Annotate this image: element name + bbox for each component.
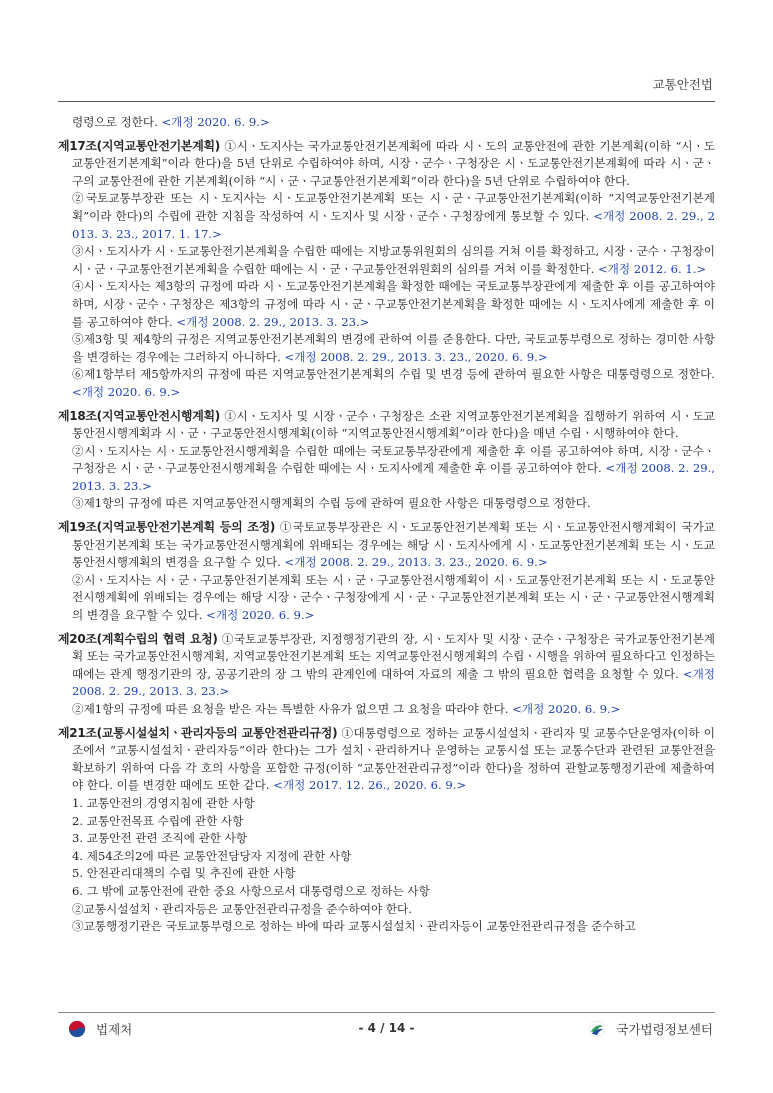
- page-number: - 4 / 14 -: [358, 1021, 415, 1035]
- articles-list: [58, 138, 715, 936]
- article-title: 제17조(지역교통안전기본계획): [58, 138, 220, 153]
- article-paragraph: [58, 190, 715, 243]
- amendment-note: <개정 2008. 2. 29., 2013. 3. 23., 2017. 1. 17.>: [72, 208, 716, 241]
- paragraph-text: ①국토교통부장관은 시ㆍ도교통안전기본계획 또는 시ㆍ도교통안전시행계획이 국가교통안전기본계획 또는 국가교통안전시행계획에 위배되는 경우에는 해당 시ㆍ도지사에게 시ㆍ도교통안전기본계획 또는 시ㆍ도교통안전시행계획의 변경을 요구할 수 있다.: [72, 520, 715, 570]
- article: [58, 138, 715, 402]
- footer-right: [588, 1020, 713, 1038]
- amendment-note: <개정 2012. 6. 1.>: [597, 261, 707, 276]
- paragraph-text: 5. 안전관리대책의 수립 및 추진에 관한 사항: [72, 866, 296, 881]
- paragraph-text: 6. 그 밖에 교통안전에 관한 중요 사항으로서 대통령령으로 정하는 사항: [72, 883, 430, 898]
- article-paragraph: [58, 278, 715, 331]
- paragraph-text: ②시ㆍ도지사는 시ㆍ군ㆍ구교통안전기본계획 또는 시ㆍ군ㆍ구교통안전시행계획이 시ㆍ도교통안전기본계획 또는 시ㆍ도교통안전시행계획에 위배되는 경우에는 해당 시장ㆍ군수ㆍ구청장에게 시ㆍ군ㆍ구교통안전기본계획 또는 시ㆍ군ㆍ구교통안전시행계획의 변경을 요구할 수 있다.: [72, 572, 715, 623]
- article-first-paragraph: [58, 408, 715, 443]
- page-footer: [58, 1018, 715, 1042]
- amendment-note: <개정 2020. 6. 9.>: [512, 702, 621, 716]
- article-first-paragraph: [58, 138, 715, 191]
- article: [58, 519, 715, 625]
- article-paragraph: [58, 572, 715, 625]
- intro-line: 령령으로 정한다. <개정 2020. 6. 9.>: [72, 115, 270, 129]
- article-title: 제18조(지역교통안전시행계획): [58, 408, 220, 423]
- article-first-paragraph: [58, 631, 715, 701]
- amendment-note: <개정 2020. 6. 9.>: [161, 115, 270, 129]
- paragraph-text: 3. 교통안전 관련 조직에 관한 사항: [72, 831, 248, 846]
- article-paragraph: [58, 848, 715, 866]
- article-paragraph: [58, 865, 715, 883]
- amendment-note: <개정 2008. 2. 29., 2013. 3. 23., 2020. 6. 9.>: [284, 555, 548, 570]
- paragraph-text: ③시ㆍ도지사가 시ㆍ도교통안전기본계획을 수립한 때에는 지방교통위원회의 심의를 거쳐 이를 확정하고, 시장ㆍ군수ㆍ구청장이 시ㆍ군ㆍ구교통안전기본계획을 수립한 때에는 시ㆍ군ㆍ구교통안전위원회의 심의를 거쳐 이를 확정한다.: [72, 244, 715, 276]
- footer-right-label: 국가법령정보센터: [616, 1022, 713, 1037]
- article-paragraph: [58, 243, 715, 278]
- paragraph-text: ⑤제3항 및 제4항의 규정은 지역교통안전기본계획의 변경에 관하여 이를 준용한다. 다만, 국토교통부령으로 정하는 경미한 사항을 변경하는 경우에는 그러하지 아니하다.: [72, 332, 715, 364]
- footer-rule: [58, 1012, 715, 1013]
- article: [58, 631, 715, 719]
- article-paragraph: [58, 883, 715, 901]
- paragraph-text: ④시ㆍ도지사는 제3항의 규정에 따라 시ㆍ도교통안전기본계획을 확정한 때에는 국토교통부장관에게 제출한 후 이를 공고하여야 하며, 시장ㆍ군수ㆍ구청장은 제3항의 규정에 따라 시ㆍ군ㆍ구교통안전기본계획을 확정한 때에는 시ㆍ도지사에게 제출한 후 이를 공고하여야 한다.: [72, 279, 715, 329]
- article-paragraph: [58, 331, 715, 366]
- law-center-logo-icon: [588, 1020, 606, 1038]
- article-title: 제19조(지역교통안전기본계획 등의 조정): [58, 520, 276, 535]
- article-paragraph: [58, 443, 715, 496]
- paragraph-text: ②국토교통부장관 또는 시ㆍ도지사는 시ㆍ도교통안전기본계획 또는 시ㆍ군ㆍ구교통안전기본계획(이하 “지역교통안전기본계획”이라 한다)의 수립에 관한 지침을 작성하여 시ㆍ도지사 및 시장ㆍ군수ㆍ구청장에게 통보할 수 있다.: [72, 191, 715, 223]
- article: [58, 408, 715, 514]
- paragraph-text: ①시ㆍ도지사 및 시장ㆍ군수ㆍ구청장은 소관 지역교통안전기본계획을 집행하기 위하여 시ㆍ도교통안전시행계획과 시ㆍ군ㆍ구교통안전시행계획(이하 “지역교통안전시행계획”이라 한다)을 매년 수립ㆍ시행하여야 한다.: [72, 408, 715, 441]
- article-paragraph: [58, 813, 715, 831]
- article-title: 제20조(계획수립의 협력 요청): [58, 631, 218, 646]
- article: [58, 725, 715, 936]
- amendment-note: <개정 2017. 12. 26., 2020. 6. 9.>: [273, 778, 467, 793]
- amendment-note: <개정 2008. 2. 29., 2013. 3. 23.>: [72, 666, 715, 699]
- article-paragraph: [58, 495, 715, 513]
- paragraph-text: ⑥제1항부터 제5항까지의 규정에 따른 지역교통안전기본계획의 수립 및 변경 등에 관하여 필요한 사항은 대통령령으로 정한다.: [72, 367, 715, 382]
- footer-left-label: 법제처: [96, 1022, 133, 1037]
- article-title: 제21조(교통시설설치ㆍ관리자등의 교통안전관리규정): [58, 725, 338, 740]
- paragraph-text: ③교통행정기관은 국토교통부령으로 정하는 바에 따라 교통시설설치ㆍ관리자등이 교통안전관리규정을 준수하고: [72, 919, 636, 934]
- article-paragraph: [58, 830, 715, 848]
- header-rule: [58, 101, 715, 102]
- paragraph-text: ①대통령령으로 정하는 교통시설설치ㆍ관리자 및 교통수단운영자(이하 이 조에서 “교통시설설치ㆍ관리자등”이라 한다)는 그가 설치ㆍ관리하거나 운영하는 교통시설 또는 교통수단과 관련된 교통안전을 확보하기 위하여 다음 각 호의 사항을 포함한 규정(이하 “교통안전관리규정”이라 한다)을 정하여 관할교통행정기관에 제출하여야 한다. 이를 변경한 때에도 또한 같다.: [72, 725, 715, 793]
- paragraph-text: 2. 교통안전목표 수립에 관한 사항: [72, 813, 244, 828]
- paragraph-text: ①시ㆍ도지사는 국가교통안전기본계획에 따라 시ㆍ도의 교통안전에 관한 기본계획(이하 “시ㆍ도교통안전기본계획”이라 한다)을 5년 단위로 수립하여야 하며, 시장ㆍ군수ㆍ구청장은 시ㆍ도교통안전기본계획에 따라 시ㆍ군ㆍ구의 교통안전에 관한 기본계획(이하 “시ㆍ군ㆍ구교통안전기본계획”이라 한다)을 5년 단위로 수립하여야 한다.: [72, 138, 715, 188]
- amendment-note: <개정 2008. 2. 29., 2013. 3. 23.>: [72, 461, 715, 493]
- page-header-title: 교통안전법: [652, 77, 713, 92]
- paragraph-text: ③제1항의 규정에 따른 지역교통안전시행계획의 수립 등에 관하여 필요한 사항은 대통령령으로 정한다.: [72, 496, 591, 511]
- article-paragraph: [58, 366, 715, 401]
- document-body: [58, 114, 715, 936]
- article-paragraph: [58, 795, 715, 813]
- paragraph-text: 4. 제54조의2에 따른 교통안전담당자 지정에 관한 사항: [72, 848, 352, 863]
- article-paragraph: [58, 901, 715, 919]
- paragraph-text: ①국토교통부장관, 지정행정기관의 장, 시ㆍ도지사 및 시장ㆍ군수ㆍ구청장은 국가교통안전기본계획 또는 국가교통안전시행계획, 지역교통안전기본계획 또는 지역교통안전시행계획의 수립ㆍ시행을 위하여 필요하다고 인정하는 때에는 관계 행정기관의 장, 공공기관의 장 그 밖의 관계인에 대하여 자료의 제출 그 밖의 필요한 협력을 요청할 수 있다.: [72, 631, 716, 681]
- article-first-paragraph: [58, 725, 715, 795]
- article-paragraph: [58, 918, 715, 936]
- amendment-note: <개정 2008. 2. 29., 2013. 3. 23., 2020. 6. 9.>: [284, 349, 548, 364]
- article-first-paragraph: [58, 519, 715, 572]
- paragraph-text: ②제1항의 규정에 따른 요청을 받은 자는 특별한 사유가 없으면 그 요청을 따라야 한다.: [72, 702, 513, 716]
- paragraph-text: ②시ㆍ도지사는 시ㆍ도교통안전시행계획을 수립한 때에는 국토교통부장관에게 제출한 후 이를 공고하여야 하며, 시장ㆍ군수ㆍ구청장은 시ㆍ군ㆍ구교통안전시행계획을 수립한 때에는 시ㆍ도지사에게 제출한 후 이를 공고하여야 한다.: [72, 443, 715, 476]
- paragraph-text: ②교통시설설치ㆍ관리자등은 교통안전관리규정을 준수하여야 한다.: [72, 901, 412, 916]
- amendment-note: <개정 2020. 6. 9.>: [206, 608, 315, 623]
- article-paragraph: [58, 701, 715, 719]
- amendment-note: <개정 2008. 2. 29., 2013. 3. 23.>: [176, 314, 370, 329]
- paragraph-text: 1. 교통안전의 경영지침에 관한 사항: [72, 795, 255, 810]
- amendment-note: <개정 2020. 6. 9.>: [72, 384, 181, 399]
